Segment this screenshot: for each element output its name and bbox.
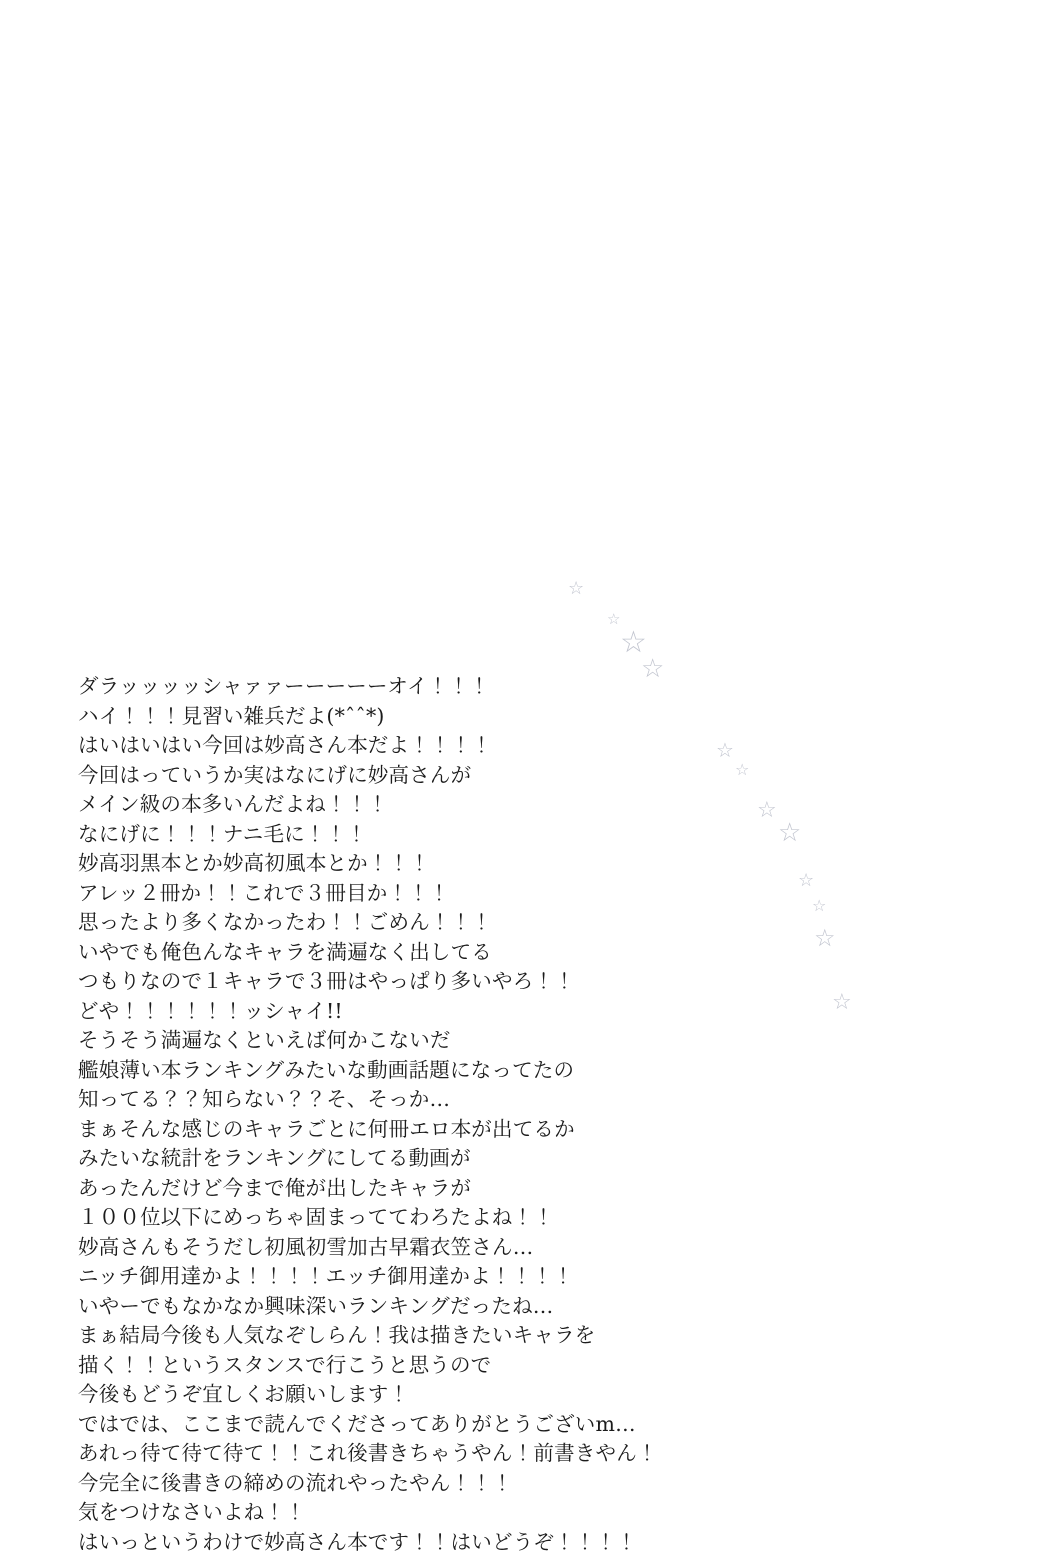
text-line: 気をつけなさいよね！！ bbox=[78, 1498, 838, 1528]
text-line: なにげに！！！ナニ毛に！！！ bbox=[78, 820, 838, 850]
text-line: １００位以下にめっちゃ固まっててわろたよね！！ bbox=[78, 1203, 838, 1233]
text-line: まぁそんな感じのキャラごとに何冊エロ本が出てるか bbox=[78, 1115, 838, 1145]
star-icon: ☆ bbox=[716, 740, 734, 760]
star-icon: ☆ bbox=[832, 992, 852, 1014]
text-line: はいっというわけで妙高さん本です！！はいどうぞ！！！！ bbox=[78, 1528, 838, 1557]
text-line: まぁ結局今後も人気なぞしらん！我は描きたいキャラを bbox=[78, 1321, 838, 1351]
text-line: 艦娘薄い本ランキングみたいな動画話題になってたの bbox=[78, 1056, 838, 1086]
star-icon: ☆ bbox=[641, 656, 664, 682]
text-line: いやでも俺色んなキャラを満遍なく出してる bbox=[78, 938, 838, 968]
star-icon: ☆ bbox=[778, 820, 801, 846]
text-line: 今回はっていうか実はなにげに妙高さんが bbox=[78, 761, 838, 791]
text-line: そうそう満遍なくといえば何かこないだ bbox=[78, 1026, 838, 1056]
text-line: メイン級の本多いんだよね！！！ bbox=[78, 790, 838, 820]
text-line: あったんだけど今まで俺が出したキャラが bbox=[78, 1174, 838, 1204]
text-line: つもりなので１キャラで３冊はやっぱり多いやろ！！ bbox=[78, 967, 838, 997]
text-line: はいはいはい今回は妙高さん本だよ！！！！ bbox=[78, 731, 838, 761]
text-line: いやーでもなかなか興味深いランキングだったね… bbox=[78, 1292, 838, 1322]
star-icon: ☆ bbox=[814, 926, 836, 950]
text-line: 今完全に後書きの締めの流れやったやん！！！ bbox=[78, 1469, 838, 1499]
text-line: 妙高さんもそうだし初風初雪加古早霜衣笠さん… bbox=[78, 1233, 838, 1263]
text-line: 妙高羽黒本とか妙高初風本とか！！！ bbox=[78, 849, 838, 879]
star-icon: ☆ bbox=[735, 762, 749, 778]
text-line: 今後もどうぞ宜しくお願いします！ bbox=[78, 1380, 838, 1410]
text-line: ハイ！！！見習い雑兵だよ(*ˆˆ*) bbox=[78, 702, 838, 732]
text-line: 知ってる？？知らない？？そ、そっか… bbox=[78, 1085, 838, 1115]
text-line: ダラッッッッシャァァーーーーーオイ！！！ bbox=[78, 672, 838, 702]
text-line: 思ったより多くなかったわ！！ごめん！！！ bbox=[78, 908, 838, 938]
text-line: ではでは、ここまで読んでくださってありがとうございm… bbox=[78, 1410, 838, 1440]
text-line: あれっ待て待て待て！！これ後書きちゃうやん！前書きやん！ bbox=[78, 1439, 838, 1469]
afterword-text-block bbox=[78, 672, 838, 1557]
star-icon: ☆ bbox=[798, 872, 814, 890]
text-line: みたいな統計をランキングにしてる動画が bbox=[78, 1144, 838, 1174]
star-icon: ☆ bbox=[568, 580, 584, 598]
star-icon: ☆ bbox=[757, 800, 777, 822]
text-line: 描く！！というスタンスで行こうと思うので bbox=[78, 1351, 838, 1381]
star-icon: ☆ bbox=[620, 628, 647, 658]
text-line: ニッチ御用達かよ！！！！エッチ御用達かよ！！！！ bbox=[78, 1262, 838, 1292]
text-line: アレッ２冊か！！これで３冊目か！！！ bbox=[78, 879, 838, 909]
star-icon: ☆ bbox=[607, 612, 620, 627]
text-line: どや！！！！！！ッシャイ!! bbox=[78, 997, 838, 1027]
star-icon: ☆ bbox=[812, 898, 826, 914]
